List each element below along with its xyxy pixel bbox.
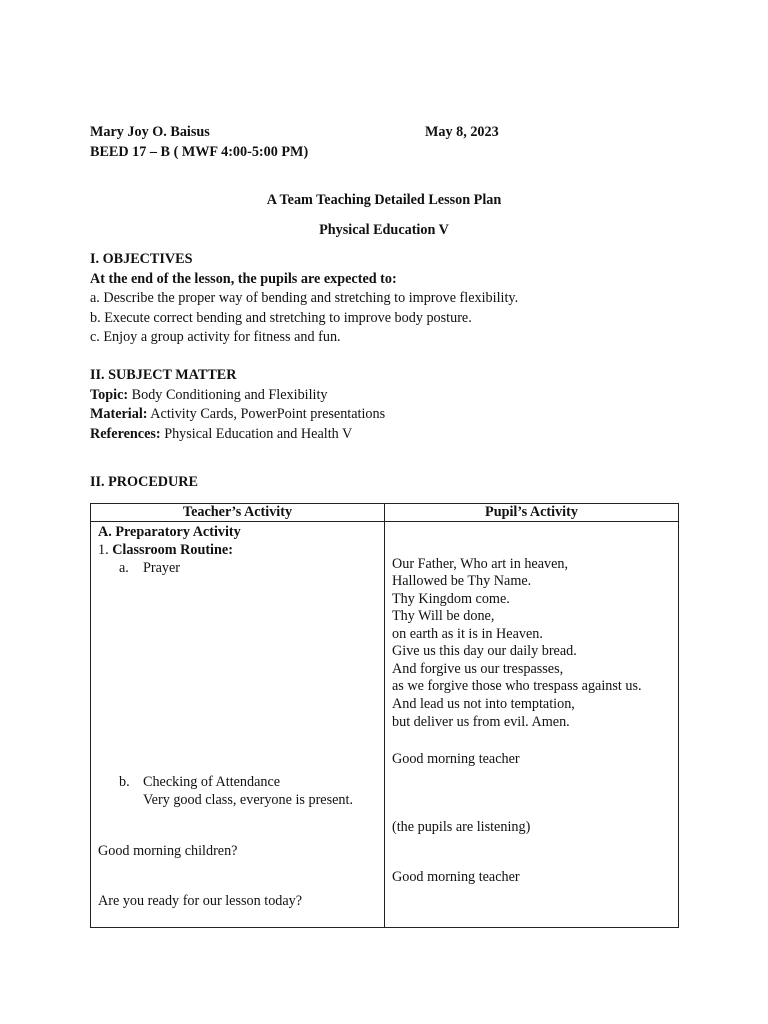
prayer-line: Give us this day our daily bread. — [392, 643, 577, 659]
document-date: May 8, 2023 — [425, 124, 499, 140]
pupil-activity-cell — [385, 522, 679, 928]
objectives-intro: At the end of the lesson, the pupils are expected to: — [90, 271, 397, 287]
topic-line — [90, 387, 328, 404]
prayer-marker: a. — [119, 560, 129, 576]
classroom-routine-line — [98, 542, 233, 559]
procedure-heading: II. PROCEDURE — [90, 474, 198, 490]
prayer-line: Thy Kingdom come. — [392, 591, 510, 607]
material-label: Material: — [90, 406, 148, 422]
objective-item: a. Describe the proper way of bending and stretching to improve flexibility. — [90, 290, 519, 306]
procedure-table — [90, 503, 679, 928]
prayer-line: Our Father, Who art in heaven, — [392, 556, 569, 572]
topic-label: Topic: — [90, 387, 129, 403]
teacher-activity-cell — [91, 522, 385, 928]
pupil-greeting: Good morning teacher — [392, 869, 520, 885]
preparatory-activity-label: A. Preparatory Activity — [98, 524, 241, 540]
pupil-listening: (the pupils are listening) — [392, 819, 531, 835]
material-value: Activity Cards, PowerPoint presentations — [147, 406, 386, 422]
teacher-ready-question: Are you ready for our lesson today? — [98, 893, 303, 909]
prayer-line: And lead us not into temptation, — [392, 696, 575, 712]
attendance-marker: b. — [119, 774, 130, 790]
objective-item: c. Enjoy a group activity for fitness and fun. — [90, 329, 341, 345]
classroom-routine-label: Classroom Routine: — [108, 542, 233, 558]
prayer-line: Thy Will be done, — [392, 608, 495, 624]
prayer-line: but deliver us from evil. Amen. — [392, 714, 570, 730]
prayer-item: Prayer — [143, 560, 181, 576]
routine-number: 1. — [98, 542, 109, 558]
attendance-note: Very good class, everyone is present. — [143, 792, 353, 808]
author-name: Mary Joy O. Baisus — [90, 124, 210, 140]
prayer-line: as we forgive those who trespass against us. — [392, 678, 642, 694]
references-line — [90, 426, 352, 443]
prayer-line: And forgive us our trespasses, — [392, 661, 564, 677]
subject-matter-heading: II. SUBJECT MATTER — [90, 367, 237, 383]
objectives-heading: I. OBJECTIVES — [90, 251, 193, 267]
references-label: References: — [90, 426, 161, 442]
topic-value: Body Conditioning and Flexibility — [128, 387, 328, 403]
references-value: Physical Education and Health V — [160, 426, 353, 442]
attendance-item: Checking of Attendance — [143, 774, 281, 790]
prayer-line: Hallowed be Thy Name. — [392, 573, 532, 589]
document-title: A Team Teaching Detailed Lesson Plan — [266, 192, 502, 208]
pupil-greeting: Good morning teacher — [392, 751, 520, 767]
teacher-greeting: Good morning children? — [98, 843, 238, 859]
teacher-activity-header: Teacher’s Activity — [91, 504, 385, 522]
class-section: BEED 17 – B ( MWF 4:00-5:00 PM) — [90, 144, 309, 160]
pupil-activity-header: Pupil’s Activity — [385, 504, 679, 522]
objective-item: b. Execute correct bending and stretching to improve body posture. — [90, 310, 472, 326]
material-line — [90, 406, 385, 423]
document-subtitle: Physical Education V — [319, 222, 449, 238]
prayer-line: on earth as it is in Heaven. — [392, 626, 543, 642]
